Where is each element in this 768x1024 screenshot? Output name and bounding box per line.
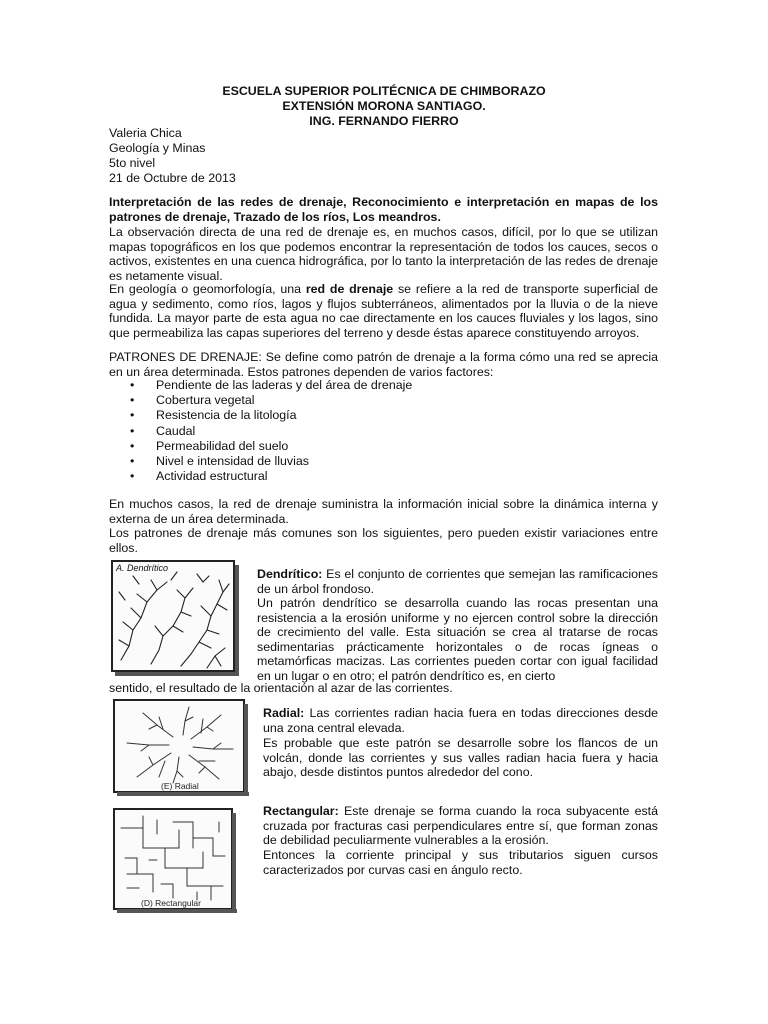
list-item: • Cobertura vegetal (109, 393, 412, 408)
dendritic-description (257, 567, 658, 596)
list-item: • Nivel e intensidad de lluvias (109, 454, 412, 469)
list-item: • Pendiente de las laderas y del área de drenaje (109, 378, 412, 393)
radial-drainage-illustration (113, 699, 251, 797)
instructor-name: ING. FERNANDO FIERRO (309, 114, 459, 128)
list-item: • Resistencia de la litología (109, 408, 412, 423)
student-info (109, 126, 236, 186)
subject-name: Geología y Minas (109, 141, 206, 155)
dendritic-tail: sentido, el resultado de la orientación al azar de las corrientes. (109, 681, 453, 695)
document-header (0, 84, 768, 129)
course-level: 5to nivel (109, 156, 156, 170)
document-title: Interpretación de las redes de drenaje, Reconocimiento e interpretación en mapas de los patrones de drenaje, Trazado de los ríos, Los meandros. (109, 195, 658, 224)
radial-heading: Radial: (263, 706, 305, 720)
radial-figure-label: (E) Radial (161, 781, 199, 791)
rectangular-figure (113, 808, 239, 916)
rectangular-body: Entonces la corriente principal y sus tributarios siguen cursos caracterizados por curvas casi en ángulo recto. (263, 848, 658, 877)
dynamics-paragraph: En muchos casos, la red de drenaje suministra la información inicial sobre la dinámica interna y externa de un área determinada. (109, 497, 658, 526)
campus-title: EXTENSIÓN MORONA SANTIAGO. (282, 99, 486, 113)
institution-title: ESCUELA SUPERIOR POLITÉCNICA DE CHIMBORAZO (222, 84, 546, 98)
radial-description (263, 706, 658, 735)
dendritic-figure-label: A. Dendrítico (116, 563, 169, 573)
dendritic-figure (111, 560, 241, 678)
dendritic-heading: Dendrítico: (257, 567, 323, 581)
patterns-intro-paragraph: PATRONES DE DRENAJE: Se define como patrón de drenaje a la forma cómo una red se aprecia en un área determinada. Estos patrones dependen de varios factores: (109, 350, 658, 379)
rectangular-drainage-illustration (113, 808, 239, 916)
common-patterns-paragraph: Los patrones de drenaje más comunes son los siguientes, pero pueden existir variaciones entre ellos. (109, 526, 658, 555)
rectangular-heading: Rectangular: (263, 804, 339, 818)
document-date: 21 de Octubre de 2013 (109, 171, 236, 185)
definition-text-before: En geología o geomorfología, una (109, 282, 306, 296)
definition-term: red de drenaje (305, 282, 394, 296)
radial-figure (113, 699, 251, 797)
rectangular-figure-label: (D) Rectangular (141, 898, 201, 908)
list-item: • Permeabilidad del suelo (109, 439, 412, 454)
factors-list (109, 378, 412, 484)
rectangular-description (263, 804, 658, 848)
radial-body: Es probable que este patrón se desarrolle sobre los flancos de un volcán, donde las corrientes y sus valles radian hacia fuera y hacia abajo, desde distintos puntos alrededor del cono. (263, 736, 658, 780)
dendritic-lead: Es el conjunto de corrientes que semejan las ramificaciones de un árbol frondoso. (257, 567, 658, 596)
intro-paragraph: La observación directa de una red de drenaje es, en muchos casos, difícil, por lo que se utilizan mapas topográficos en los que podemos encontrar la representación de todos los cauces, secos o activos, existentes en una cuenca hidrográfica, por lo tanto la interpretación de las redes de drenaje es netamente visual. (109, 225, 658, 283)
definition-paragraph (109, 282, 658, 340)
dendritic-body: Un patrón dendrítico se desarrolla cuando las rocas presentan una resistencia a la erosión uniforme y no ejercen control sobre la dirección de crecimiento del valle. Esta situación se crea al tratarse de rocas sedimentarias prácticamente horizontales o de rocas ígneas o metamórficas macizas. Las corrientes pueden cortar con igual facilidad en un lugar o en otro; el patrón dendrítico es, en cierto (257, 596, 658, 683)
list-item: • Caudal (109, 424, 412, 439)
rectangular-lead: Este drenaje se forma cuando la roca subyacente está cruzada por fracturas casi perpendiculares entre sí, que forman zonas de debilidad peculiarmente vulnerables a la erosión. (263, 804, 658, 848)
definition-text-after: se refiere a la red de transporte superficial de agua y sedimento, como ríos, lagos y flujos subterráneos, alimentados por la lluvia o de la nieve fundida. La mayor parte de esta agua no cae directamente en los cauces fluviales y los lagos, sino que permeabiliza las capas superiores del terreno y desde éstas aparece constituyendo arroyos. (109, 282, 658, 340)
dendritic-drainage-illustration (111, 560, 241, 678)
radial-lead: Las corrientes radian hacia fuera en todas direcciones desde una zona central elevada. (263, 706, 658, 735)
list-item: • Actividad estructural (109, 469, 412, 484)
author-name: Valeria Chica (109, 126, 182, 140)
